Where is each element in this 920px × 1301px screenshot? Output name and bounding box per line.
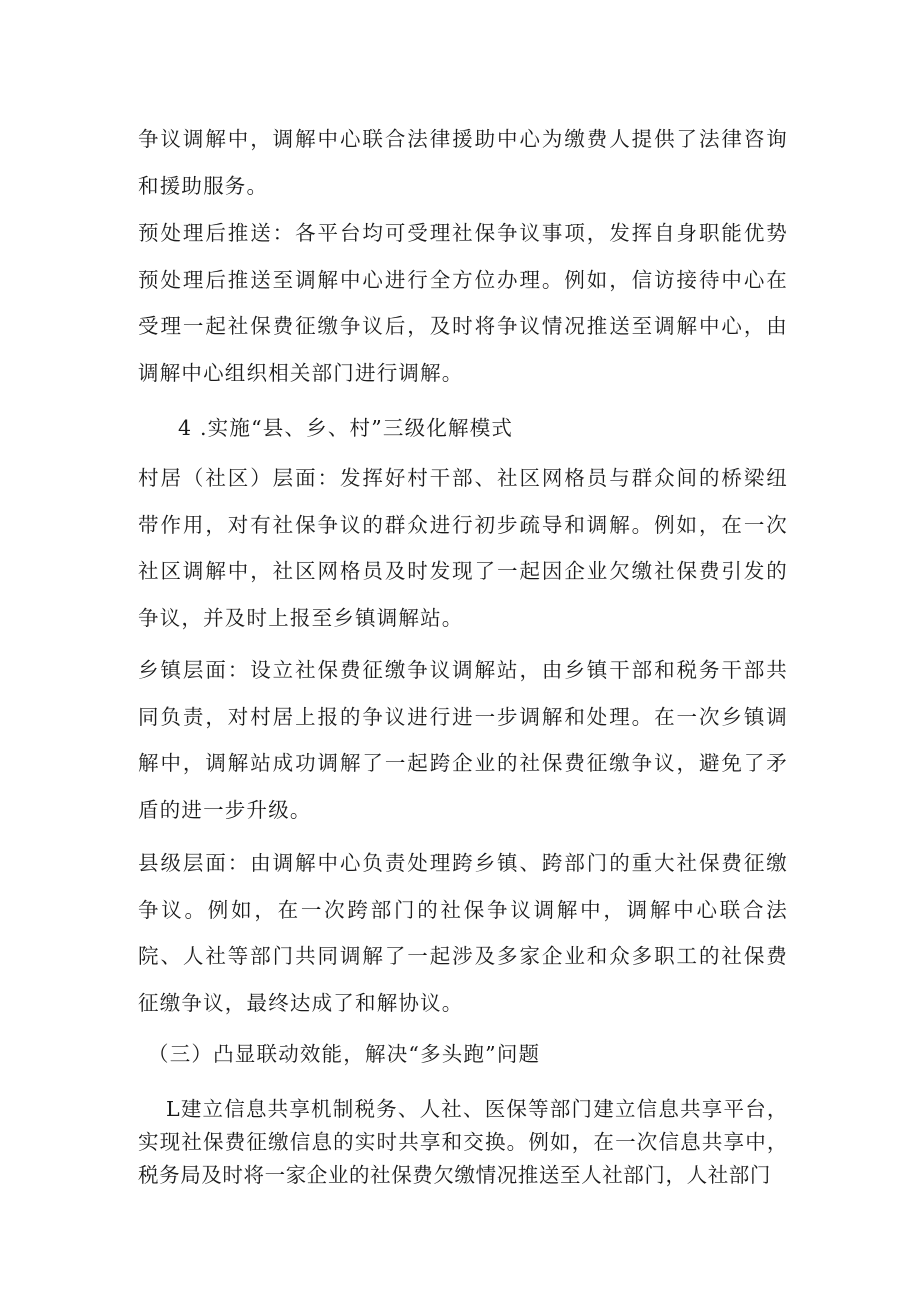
paragraph-county-level: 县级层面：由调解中心负责处理跨乡镇、跨部门的重大社保费征缴争议。例如，在一次跨部门的社保争议调解中，调解中心联合法院、人社等部门共同调解了一起涉及多家企业和众多职工的社保费征缴争议，最终达成了和解协议。 [138,851,788,1015]
paragraph-info-sharing: L建立信息共享机制税务、人社、医保等部门建立信息共享平台，实现社保费征缴信息的实时共享和交换。例如，在一次信息共享中，税务局及时将一家企业的社保费欠缴情况推送至人社部门，人社部门 [138,1097,788,1187]
paragraph-village-level: 村居（社区）层面：发挥好村干部、社区网格员与群众间的桥梁纽带作用，对有社保争议的群众进行初步疏导和调解。例如，在一次社区调解中，社区网格员及时发现了一起因企业欠缴社保费引发的争议，并及时上报至乡镇调解站。 [138,466,788,630]
paragraph-preprocess-push: 预处理后推送：各平台均可受理社保争议事项，发挥自身职能优势预处理后推送至调解中心进行全方位办理。例如，信访接待中心在受理一起社保费征缴争议后，及时将争议情况推送至调解中心，由调解中心组织相关部门进行调解。 [138,221,788,385]
paragraph-legal-aid: 争议调解中，调解中心联合法律援助中心为缴费人提供了法律咨询和援助服务。 [138,127,788,198]
paragraph-township-level: 乡镇层面：设立社保费征缴争议调解站，由乡镇干部和税务干部共同负责，对村居上报的争议进行进一步调解和处理。在一次乡镇调解中，调解站成功调解了一起跨企业的社保费征缴争议，避免了矛盾的进一步升级。 [138,658,788,822]
heading-three-level-model: 4 .实施“县、乡、村”三级化解模式 [178,416,514,440]
heading-linkage-efficiency: （三）凸显联动效能，解决“多头跑”问题 [148,1042,541,1066]
